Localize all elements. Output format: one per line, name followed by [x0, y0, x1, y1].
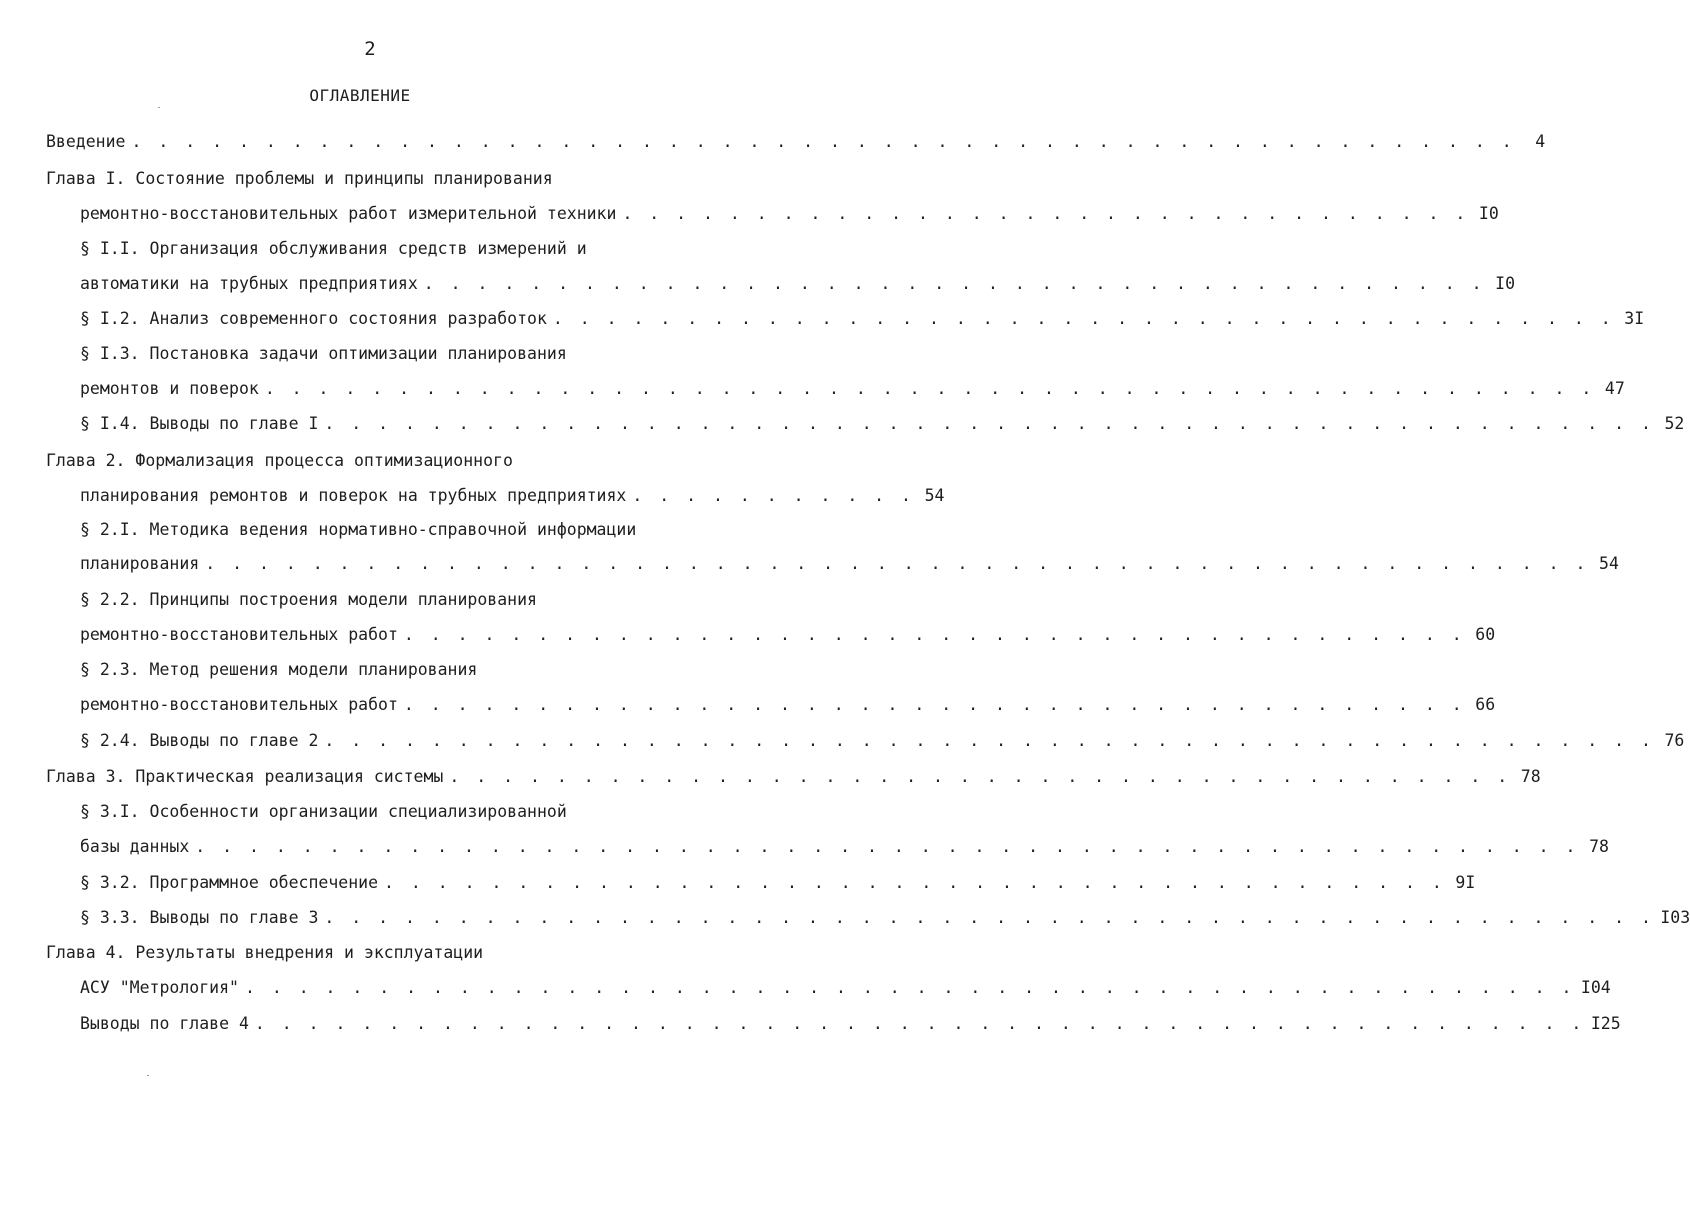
- toc-entry[interactable]: [80, 623, 1496, 647]
- toc-entry-text: § I.I. Организация обслуживания средств измерений и: [80, 239, 587, 258]
- toc-entry-text: Выводы по главе 4: [80, 1014, 249, 1033]
- toc-entry-text: Глава 2. Формализация процесса оптимизационного: [46, 451, 513, 470]
- toc-entry[interactable]: [46, 167, 754, 191]
- toc-entry-text: АСУ "Метрология": [80, 978, 239, 997]
- toc-entry[interactable]: [80, 484, 945, 508]
- toc-entry[interactable]: [80, 693, 1496, 717]
- toc-entry-text: § 2.I. Методика ведения нормативно-справочной информации: [80, 520, 637, 539]
- leader-dots: . . . . . . . . . . . . . . . . . . . . . . . . . . . . . . . . . . . . . . . . . . . . . . . . . . . .: [131, 132, 1516, 151]
- scan-speck: [147, 1075, 149, 1076]
- toc-entry-page: I04: [1580, 978, 1611, 997]
- leader-dots: . . . . . . . . . . . . . . . . . . . . . . . . . . . . . . . . . . . . . . . . . . . . . . . . . .: [324, 731, 1655, 750]
- toc-entry[interactable]: [80, 518, 754, 542]
- toc-entry-text: ремонтно-восстановительных работ: [80, 695, 398, 714]
- toc-entry[interactable]: [80, 588, 754, 612]
- toc-entry[interactable]: [46, 130, 1546, 154]
- toc-entry-page: 78: [1589, 837, 1609, 856]
- leader-dots: . . . . . . . . . . . . . . . . . . . . . . . . . . . . . . . . . . . . . . . .: [403, 695, 1466, 714]
- toc-entry-page: 54: [1599, 554, 1619, 573]
- toc-entry-text: § 2.4. Выводы по главе 2: [80, 731, 319, 750]
- toc-entry[interactable]: [80, 377, 1625, 401]
- toc-entry-page: I03: [1660, 908, 1690, 927]
- page-number: 2: [364, 38, 376, 60]
- leader-dots: . . . . . . . . . . . . . . . . . . . . . . . . . . . . . . . .: [622, 204, 1469, 223]
- leader-dots: . . . . . . . . . . . . . . . . . . . . . . . . . . . . . . . . . . . . . . . . . . . . . . . . . .: [324, 414, 1655, 433]
- toc-entry[interactable]: [80, 1012, 1621, 1036]
- toc-entry-text: ремонтно-восстановительных работ измерительной техники: [80, 204, 617, 223]
- leader-dots: . . . . . . . . . . . . . . . . . . . . . . . . . . . . . . . . . . . . . . . . . . . . . . . . . . . .: [205, 554, 1589, 573]
- leader-dots: . . . . . . . . . . . . . . . . . . . . . . . . . . . . . . . . . . . . . . . . . . . . . . . . . . . .: [195, 837, 1579, 856]
- leader-dots: . . . . . . . . . . . . . . . . . . . . . . . . . . . . . . . . . . . . . . . .: [552, 309, 1615, 328]
- toc-entry[interactable]: [80, 800, 754, 824]
- toc-entry[interactable]: [80, 729, 1685, 753]
- toc-entry-text: планирования ремонтов и поверок на трубных предприятиях: [80, 486, 627, 505]
- toc-entry[interactable]: [80, 342, 754, 366]
- toc-entry-text: планирования: [80, 554, 200, 573]
- toc-entry-text: автоматики на трубных предприятиях: [80, 274, 418, 293]
- leader-dots: . . . . . . . . . . . . . . . . . . . . . . . . . . . . . . . . . . . . . . . . . . . . . . . . . .: [264, 379, 1595, 398]
- toc-title: ОГЛАВЛЕНИЕ: [309, 86, 411, 105]
- toc-entry-page: 4: [1535, 132, 1546, 151]
- toc-entry[interactable]: [80, 906, 1690, 930]
- toc-entry-page: 3I: [1624, 309, 1645, 328]
- toc-entry[interactable]: [80, 976, 1611, 1000]
- toc-entry-text: Введение: [46, 132, 126, 151]
- leader-dots: . . . . . . . . . . . . . . . . . . . . . . . . . . . . . . . . . . . . . . . . . . . . . . . . . .: [254, 1014, 1585, 1033]
- toc-entry-text: § I.4. Выводы по главе I: [80, 414, 319, 433]
- toc-entry[interactable]: [46, 765, 1541, 789]
- toc-entry-text: ремонтно-восстановительных работ: [80, 625, 398, 644]
- leader-dots: . . . . . . . . . . . . . . . . . . . . . . . . . . . . . . . . . . . . . . . .: [423, 274, 1486, 293]
- toc-entry[interactable]: [80, 871, 1476, 895]
- toc-entry-text: § 3.I. Особенности организации специализированной: [80, 802, 567, 821]
- toc-entry[interactable]: [80, 552, 1619, 576]
- toc-entry-text: § 3.3. Выводы по главе 3: [80, 908, 319, 927]
- toc-entry-page: 9I: [1455, 873, 1476, 892]
- scan-speck: [158, 107, 160, 108]
- toc-entry-text: § 2.3. Метод решения модели планирования: [80, 660, 478, 679]
- toc-entry-page: I0: [1495, 274, 1516, 293]
- toc-entry-text: § I.2. Анализ современного состояния разработок: [80, 309, 547, 328]
- toc-entry-text: ремонтов и поверок: [80, 379, 259, 398]
- toc-entry-page: 60: [1475, 625, 1496, 644]
- toc-entry[interactable]: [80, 272, 1516, 296]
- leader-dots: . . . . . . . . . . . . . . . . . . . . . . . . . . . . . . . . . . . . . . . .: [384, 873, 1446, 892]
- toc-entry-text: § 3.2. Программное обеспечение: [80, 873, 379, 892]
- toc-entry[interactable]: [80, 307, 1645, 331]
- toc-entry-page: 78: [1520, 767, 1541, 786]
- toc-entry-page: 47: [1604, 379, 1625, 398]
- leader-dots: . . . . . . . . . . . . . . . . . . . . . . . . . . . . . . . . . . . . . . . .: [403, 625, 1466, 644]
- toc-entry-page: I25: [1590, 1014, 1621, 1033]
- toc-entry[interactable]: [80, 835, 1609, 859]
- toc-entry-text: базы данных: [80, 837, 190, 856]
- toc-entry[interactable]: [46, 449, 754, 473]
- leader-dots: . . . . . . . . . . . . . . . . . . . . . . . . . . . . . . . . . . . . . . . . . . . . . . . . . .: [324, 908, 1655, 927]
- toc-entry[interactable]: [80, 658, 754, 682]
- toc-entry-text: Глава 4. Результаты внедрения и эксплуатации: [46, 943, 484, 962]
- toc-entry-page: 76: [1664, 731, 1685, 750]
- toc-entry-page: 52: [1664, 414, 1685, 433]
- leader-dots: . . . . . . . . . . .: [632, 486, 915, 505]
- toc-entry-page: 66: [1475, 695, 1496, 714]
- toc-entry[interactable]: [80, 202, 1499, 226]
- toc-entry-text: § 2.2. Принципы построения модели планирования: [80, 590, 537, 609]
- toc-entry-text: Глава 3. Практическая реализация системы: [46, 767, 444, 786]
- toc-entry-text: Глава I. Состояние проблемы и принципы планирования: [46, 169, 553, 188]
- leader-dots: . . . . . . . . . . . . . . . . . . . . . . . . . . . . . . . . . . . . . . . .: [449, 767, 1511, 786]
- leader-dots: . . . . . . . . . . . . . . . . . . . . . . . . . . . . . . . . . . . . . . . . . . . . . . . . . .: [244, 978, 1575, 997]
- toc-entry-text: § I.3. Постановка задачи оптимизации планирования: [80, 344, 567, 363]
- toc-entry[interactable]: [80, 237, 754, 261]
- toc-entry[interactable]: [80, 412, 1685, 436]
- toc-entry[interactable]: [46, 941, 754, 965]
- toc-entry-page: I0: [1478, 204, 1499, 223]
- toc-entry-page: 54: [924, 486, 945, 505]
